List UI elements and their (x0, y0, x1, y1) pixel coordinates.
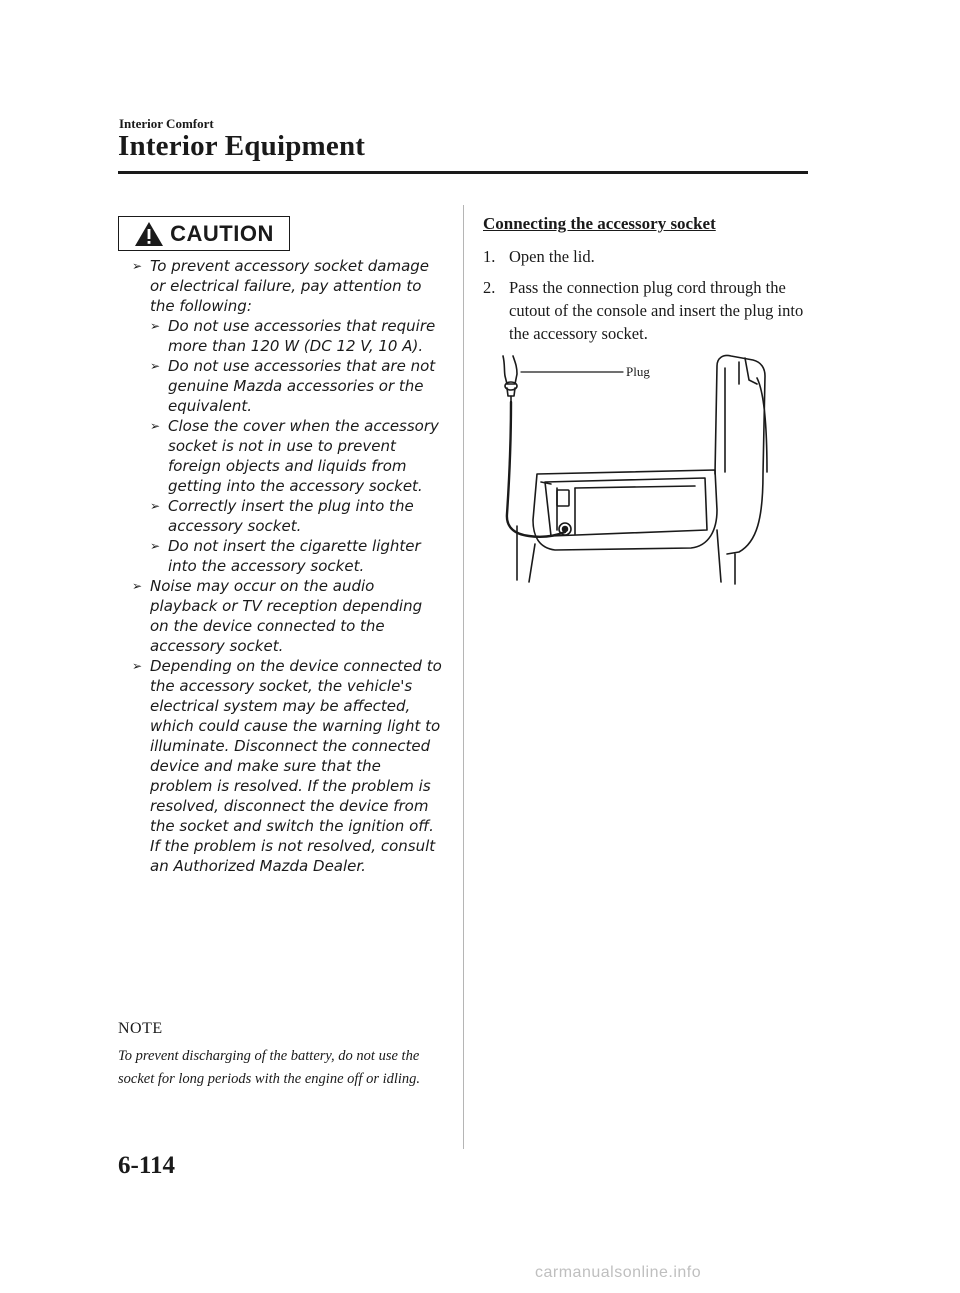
title-rule (118, 171, 808, 174)
arrow-bullet-icon: ➢ (132, 659, 143, 673)
caution-list (132, 256, 442, 876)
plug-shape (503, 356, 517, 384)
page-title: Interior Equipment (118, 130, 366, 162)
connecting-heading: Connecting the accessory socket (483, 214, 716, 233)
caution-sub-item-text: Correctly insert the plug into the accessory socket. (168, 497, 414, 535)
step-number: 2. (483, 278, 496, 297)
step-number: 1. (483, 247, 496, 266)
arrow-bullet-icon: ➢ (132, 259, 143, 273)
arrow-bullet-icon: ➢ (150, 419, 161, 433)
caution-item-text: Depending on the device connected to the accessory socket, the vehicle's electrical system may be affected, which could cause the warning light to illuminate. Disconnect the connected device and make sure that the problem is resolved. If the problem is resolved, disconnect the device from the socket and switch the ignition off. If the problem is not resolved, consult an Authorized Mazda Dealer. (150, 657, 442, 875)
caution-sub-item (150, 316, 442, 356)
caution-sub-item-text: Do not use accessories that require more than 120 W (DC 12 V, 10 A). (168, 317, 436, 355)
caution-item-text: To prevent accessory socket damage or electrical failure, pay attention to the following: (150, 257, 430, 315)
plug-callout-label: Plug (626, 364, 650, 379)
column-divider (463, 205, 464, 1149)
caution-sub-item-text: Do not use accessories that are not genuine Mazda accessories or the equivalent. (168, 357, 436, 415)
caution-sub-item-text: Close the cover when the accessory socket is not in use to prevent foreign objects and liquids from getting into the accessory socket. (168, 417, 439, 495)
caution-item (132, 256, 442, 316)
caution-sub-item (150, 496, 442, 536)
arrow-bullet-icon: ➢ (150, 499, 161, 513)
caution-item (132, 656, 442, 876)
arrow-bullet-icon: ➢ (150, 319, 161, 333)
step-text: Pass the connection plug cord through the cutout of the console and insert the plug into the accessory socket. (509, 278, 804, 343)
step-text: Open the lid. (509, 247, 595, 266)
watermark: carmanualsonline.info (535, 1264, 702, 1281)
caution-item-text: Noise may occur on the audio playback or TV reception depending on the device connected to the accessory socket. (150, 577, 423, 655)
arrow-bullet-icon: ➢ (132, 579, 143, 593)
console-lid (715, 355, 765, 554)
step-item (483, 276, 813, 345)
note-text: To prevent discharging of the battery, do not use the socket for long periods with the engine off or idling. (118, 1048, 421, 1087)
warning-triangle-icon (134, 221, 164, 247)
steps-list (483, 245, 813, 353)
arrow-bullet-icon: ➢ (150, 539, 161, 553)
section-label: Interior Comfort (119, 116, 214, 131)
note-heading: NOTE (118, 1020, 163, 1037)
page-number: 6-114 (118, 1152, 175, 1179)
caution-label: CAUTION (170, 220, 274, 246)
step-item (483, 245, 813, 268)
arrow-bullet-icon: ➢ (150, 359, 161, 373)
caution-sub-item-text: Do not insert the cigarette lighter into the accessory socket. (168, 537, 421, 575)
console-socket-illustration (495, 354, 785, 586)
caution-sub-item (150, 416, 442, 496)
caution-box (118, 216, 290, 251)
caution-sub-list (132, 316, 442, 576)
caution-sub-item (150, 356, 442, 416)
caution-sub-item (150, 536, 442, 576)
caution-item (132, 576, 442, 656)
